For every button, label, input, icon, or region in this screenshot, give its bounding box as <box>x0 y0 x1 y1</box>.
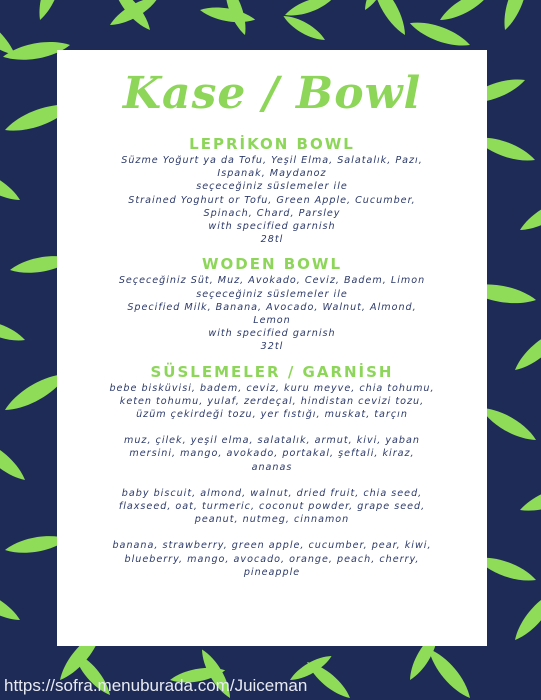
section-heading: WODEN BOWL <box>201 255 343 274</box>
menu-title: Kase / Bowl <box>122 68 422 119</box>
ingredient-line: seçeceğiniz süslemeler ile <box>196 288 348 300</box>
garnish-line: üzüm çekirdeği tozu, yer fıstığı, muskat, tarçın <box>136 409 408 421</box>
ingredient-line: Süzme Yoğurt ya da Tofu, Yeşil Elma, Salatalık, Pazı, <box>121 155 423 166</box>
menu-card <box>57 50 487 646</box>
ingredient-line: Seçeceğiniz Süt, Muz, Avokado, Ceviz, Badem, Limon <box>118 275 426 287</box>
garnish-line: muz, çilek, yeşil elma, salatalık, armut, kivi, yaban <box>123 435 420 447</box>
price: 28tl <box>260 234 284 246</box>
garnish-line: bebe bisküvisi, badem, ceviz, kuru meyve, chia tohumu, <box>109 382 435 394</box>
garnish-line: peanut, nutmeg, cinnamon <box>194 514 350 526</box>
ingredient-line: Spinach, Chard, Parsley <box>203 207 341 219</box>
ingredient-line: with specified garnish <box>208 328 336 340</box>
garnish-line: ananas <box>251 461 293 473</box>
spacer <box>57 474 487 487</box>
spacer <box>57 526 487 539</box>
garnish-line: banana, strawberry, green apple, cucumber, pear, kiwi, <box>112 540 432 552</box>
garnish-line: pineapple <box>243 566 301 578</box>
garnish-line: mersini, mango, avokado, portakal, şeftali, kiraz, <box>129 448 415 460</box>
section-heading: SÜSLEMELER / GARNİSH <box>150 362 394 381</box>
section-garnish <box>57 362 487 579</box>
section-woden <box>57 254 487 353</box>
price: 32tl <box>260 341 284 353</box>
ingredient-line: Ispanak, Maydanoz <box>217 168 327 180</box>
ingredient-line: seçeceğiniz süslemeler ile <box>196 181 348 193</box>
section-leprikon <box>57 134 487 246</box>
garnish-line: baby biscuit, almond, walnut, dried fruit, chia seed, <box>121 487 423 499</box>
ingredient-line: Specified Milk, Banana, Avocado, Walnut, Almond, <box>127 301 417 313</box>
ingredient-line: with specified garnish <box>208 221 336 233</box>
ingredient-line: Lemon <box>253 315 291 327</box>
spacer <box>57 421 487 434</box>
section-heading: LEPRİKON BOWL <box>189 135 355 153</box>
garnish-line: keten tohumu, yulaf, zerdeçal, hindistan cevizi tozu, <box>119 395 425 407</box>
footer-url[interactable]: https://sofra.menuburada.com/Juiceman <box>4 676 308 695</box>
garnish-line: flaxseed, oat, turmeric, coconut powder, grape seed, <box>118 501 426 513</box>
garnish-line: blueberry, mango, avocado, orange, peach, cherry, <box>124 553 420 565</box>
ingredient-line: Strained Yoghurt or Tofu, Green Apple, Cucumber, <box>128 194 416 206</box>
